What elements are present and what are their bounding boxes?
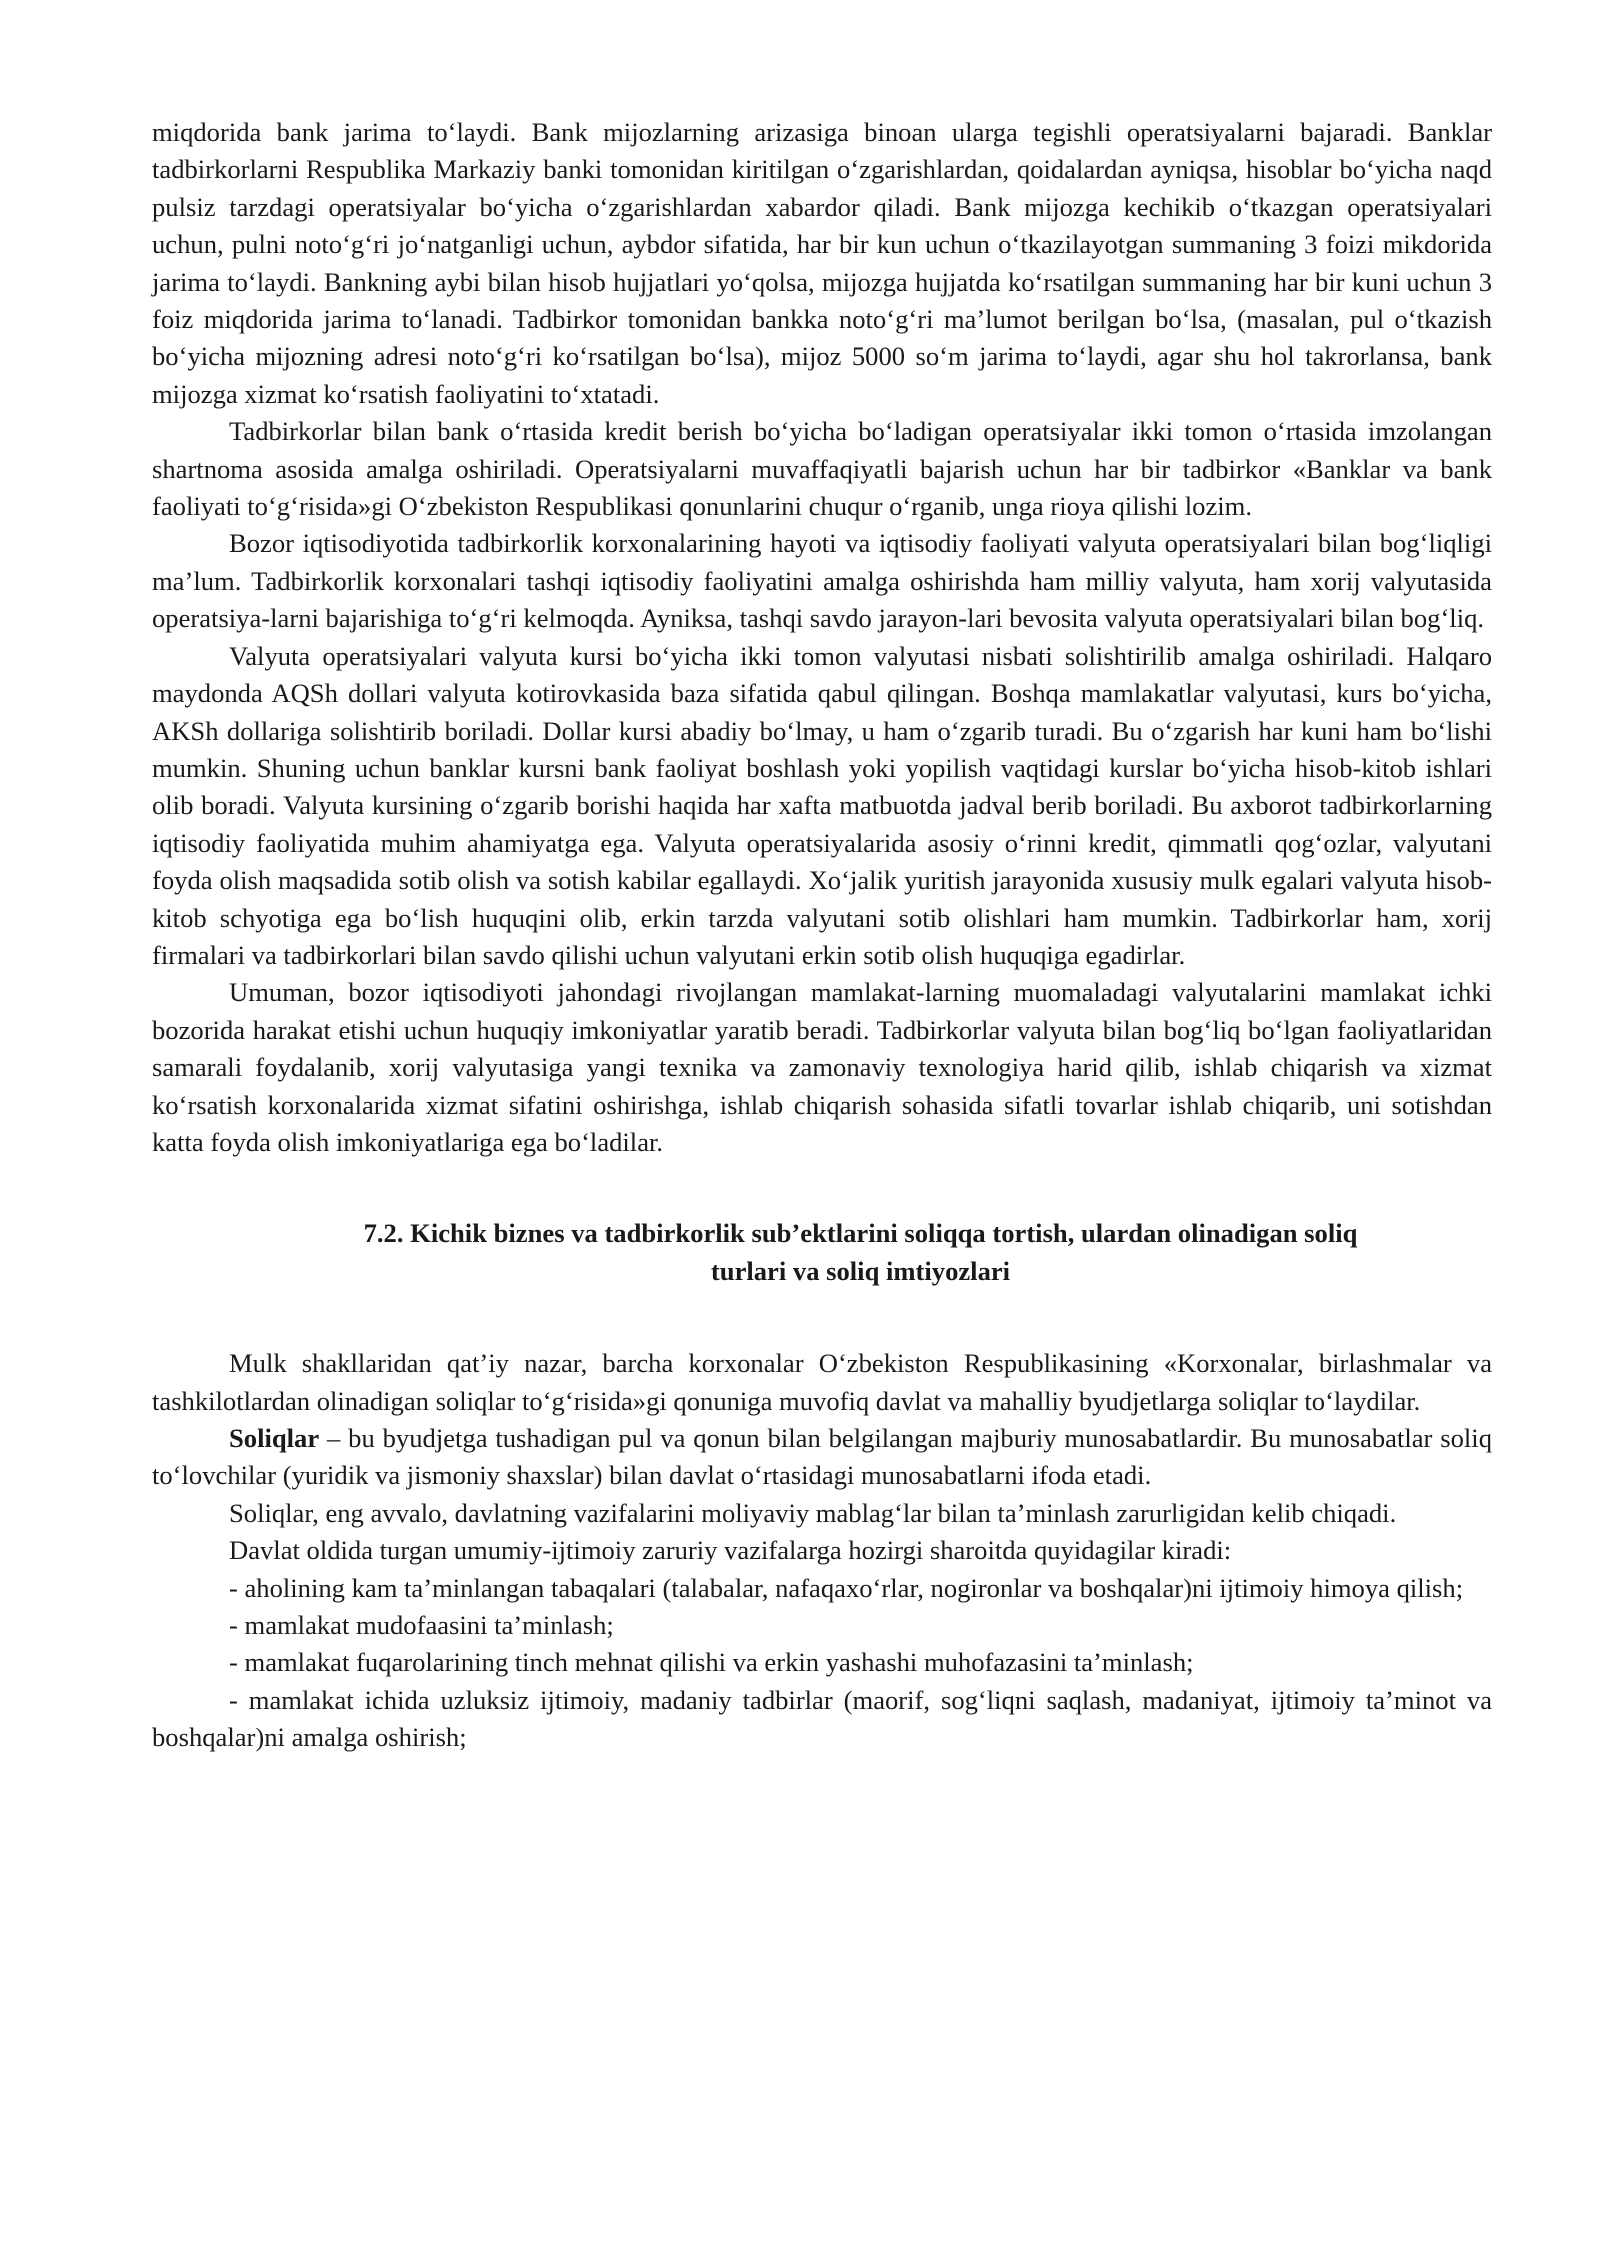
paragraph-taxes-purpose: Soliqlar, eng avvalo, davlatning vazifalarini moliyaviy mablag‘lar bilan ta’minlash zarurligidan kelib chiqadi. <box>229 1497 1397 1528</box>
paragraph-currency-operations: Bozor iqtisodiyotida tadbirkorlik korxonalarining hayoti va iqtisodiy faoliyati valyuta operatsiyalari bilan bog‘liqligi ma’lum. Tadbirkorlik korxonalari tashqi iqtisodiy faoliyatini amalga oshirishda ham milliy valyuta, ham xorij valyutasida operatsiya-larni bajarishiga to‘g‘ri kelmoqda. Ayniksa, tashqi savdo jarayon-lari bevosita valyuta operatsiyalari bilan bog‘liq. <box>152 528 1492 634</box>
list-item: - mamlakat ichida uzluksiz ijtimoiy, madaniy tadbirlar (maorif, sog‘liqni saqlash, madaniyat, ijtimoiy ta’minot va boshqalar)ni amalga oshirish; <box>152 1684 1492 1753</box>
paragraph-taxes-definition <box>152 1420 1492 1495</box>
section-heading-line-1: 7.2. Kichik biznes va tadbirkorlik sub’ektlarini soliqqa tortish, ulardan olinadigan soliq <box>363 1218 1358 1249</box>
document-page <box>152 114 1492 1757</box>
paragraph-exchange-rate: Valyuta operatsiyalari valyuta kursi bo‘yicha ikki tomon valyutasi nisbati solishtirilib amalga oshiriladi. Halqaro maydonda AQSh dollari valyuta kotirovkasida baza sifatida qabul qilingan. Boshqa mamlakatlar valyutasi, kurs bo‘yicha, AKSh dollariga solishtirib boriladi. Dollar kursi abadiy bo‘lmay, u ham o‘zgarib turadi. Bu o‘zgarish har kuni ham bo‘lishi mumkin. Shuning uchun banklar kursni bank faoliyat boshlash yoki yopilish vaqtidagi kurslar bo‘yicha hisob-kitob ishlari olib boradi. Valyuta kursining o‘zgarib borishi haqida har xafta matbuotda jadval berib boriladi. Bu axborot tadbirkorlarning iqtisodiy faoliyatida muhim ahamiyatga ega. Valyuta operatsiyalarida asosiy o‘rinni kredit, qimmatli qog‘ozlar, valyutani foyda olish maqsadida sotib olish va sotish kabilar egallaydi. Xo‘jalik yuritish jarayonida xususiy mulk egalari valyuta hisob-kitob schyotiga ega bo‘lish huquqini olib, erkin tarzda valyutani sotib olishlari ham mumkin. Tadbirkorlar ham, xorij firmalari va tadbirkorlari bilan savdo qilishi uchun valyutani erkin sotib olish huquqiga egadirlar. <box>152 640 1492 970</box>
term-soliqlar: Soliqlar <box>229 1423 320 1453</box>
paragraph-state-tasks: Davlat oldida turgan umumiy-ijtimoiy zaruriy vazifalarga hozirgi sharoitda quyidagilar kiradi: <box>229 1535 1232 1566</box>
paragraph-bank-fines: miqdorida bank jarima to‘laydi. Bank mijozlarning arizasiga binoan ularga tegishli operatsiyalarni bajaradi. Banklar tadbirkorlarni Respublika Markaziy banki tomonidan kiritilgan o‘zgarishlardan, qoidalardan ayniqsa, hisoblar bo‘yicha naqd pulsiz tarzdagi operatsiyalar bo‘yicha o‘zgarishlardan xabardor qiladi. Bank mijozga kechikib o‘tkazgan operatsiyalari uchun, pulni noto‘g‘ri jo‘natganligi uchun, aybdor sifatida, har bir kun uchun o‘tkazilayotgan summaning 3 foizi mikdorida jarima to‘laydi. Bankning aybi bilan hisob hujjatlari yo‘qolsa, mijozga hujjatda ko‘rsatilgan summaning har bir kuni uchun 3 foiz miqdorida jarima to‘lanadi. Tadbirkor tomonidan bankka noto‘g‘ri ma’lumot berilgan bo‘lsa, (masalan, pul o‘tkazish bo‘yicha mijozning adresi noto‘g‘ri ko‘rsatilgan bo‘lsa), mijoz 5000 so‘m jarima to‘laydi, agar shu hol takrorlansa, bank mijozga xizmat ko‘rsatish faoliyatini to‘xtatadi. <box>152 117 1492 409</box>
section-heading-line-2: turlari va soliq imtiyozlari <box>710 1255 1011 1286</box>
paragraph-property-forms: Mulk shakllaridan qat’iy nazar, barcha korxonalar O‘zbekiston Respublikasining «Korxonalar, birlashmalar va tashkilotlardan olinadigan soliqlar to‘g‘risida»gi qonuniga muvofiq davlat va mahalliy byudjetlarga soliqlar to‘laydilar. <box>152 1348 1492 1416</box>
list-item: - mamlakat fuqarolarining tinch mehnat qilishi va erkin yashashi muhofazasini ta’minlash; <box>229 1647 1194 1678</box>
taxes-definition-text: – bu byudjetga tushadigan pul va qonun bilan belgilangan majburiy munosabatlardir. Bu munosabatlar soliq to‘lovchilar (yuridik va jismoniy shaxslar) bilan davlat o‘rtasidagi munosabatlarni ifoda etadi. <box>152 1423 1492 1491</box>
section-heading <box>152 1215 1492 1290</box>
list-item: - aholining kam ta’minlangan tabaqalari (talabalar, nafaqaxo‘rlar, nogironlar va boshqalar)ni ijtimoiy himoya qilish; <box>229 1572 1464 1603</box>
paragraph-market-economy: Umuman, bozor iqtisodiyoti jahondagi rivojlangan mamlakat-larning muomaladagi valyutalarini mamlakat ichki bozorida harakat etishi uchun huquqiy imkoniyatlar yaratib beradi. Tadbirkorlar valyuta bilan bog‘liq bo‘lgan faoliyatlaridan samarali foydalanib, xorij valyutasiga yangi texnika va zamonaviy texnologiya harid qilib, ishlab chiqarish va xizmat ko‘rsatish korxonalarida xizmat sifatini oshirishga, ishlab chiqarish sohasida sifatli tovarlar ishlab chiqarib, uni sotishdan katta foyda olish imkoniyatlariga ega bo‘ladilar. <box>152 977 1492 1157</box>
paragraph-credit-operations: Tadbirkorlar bilan bank o‘rtasida kredit berish bo‘yicha bo‘ladigan operatsiyalar ikki tomon o‘rtasida imzolangan shartnoma asosida amalga oshiriladi. Operatsiyalarni muvaffaqiyatli bajarish uchun har bir tadbirkor «Banklar va bank faoliyati to‘g‘risida»gi O‘zbekiston Respublikasi qonunlarini chuqur o‘rganib, unga rioya qilishi lozim. <box>152 416 1492 522</box>
list-item: - mamlakat mudofaasini ta’minlash; <box>229 1610 614 1641</box>
